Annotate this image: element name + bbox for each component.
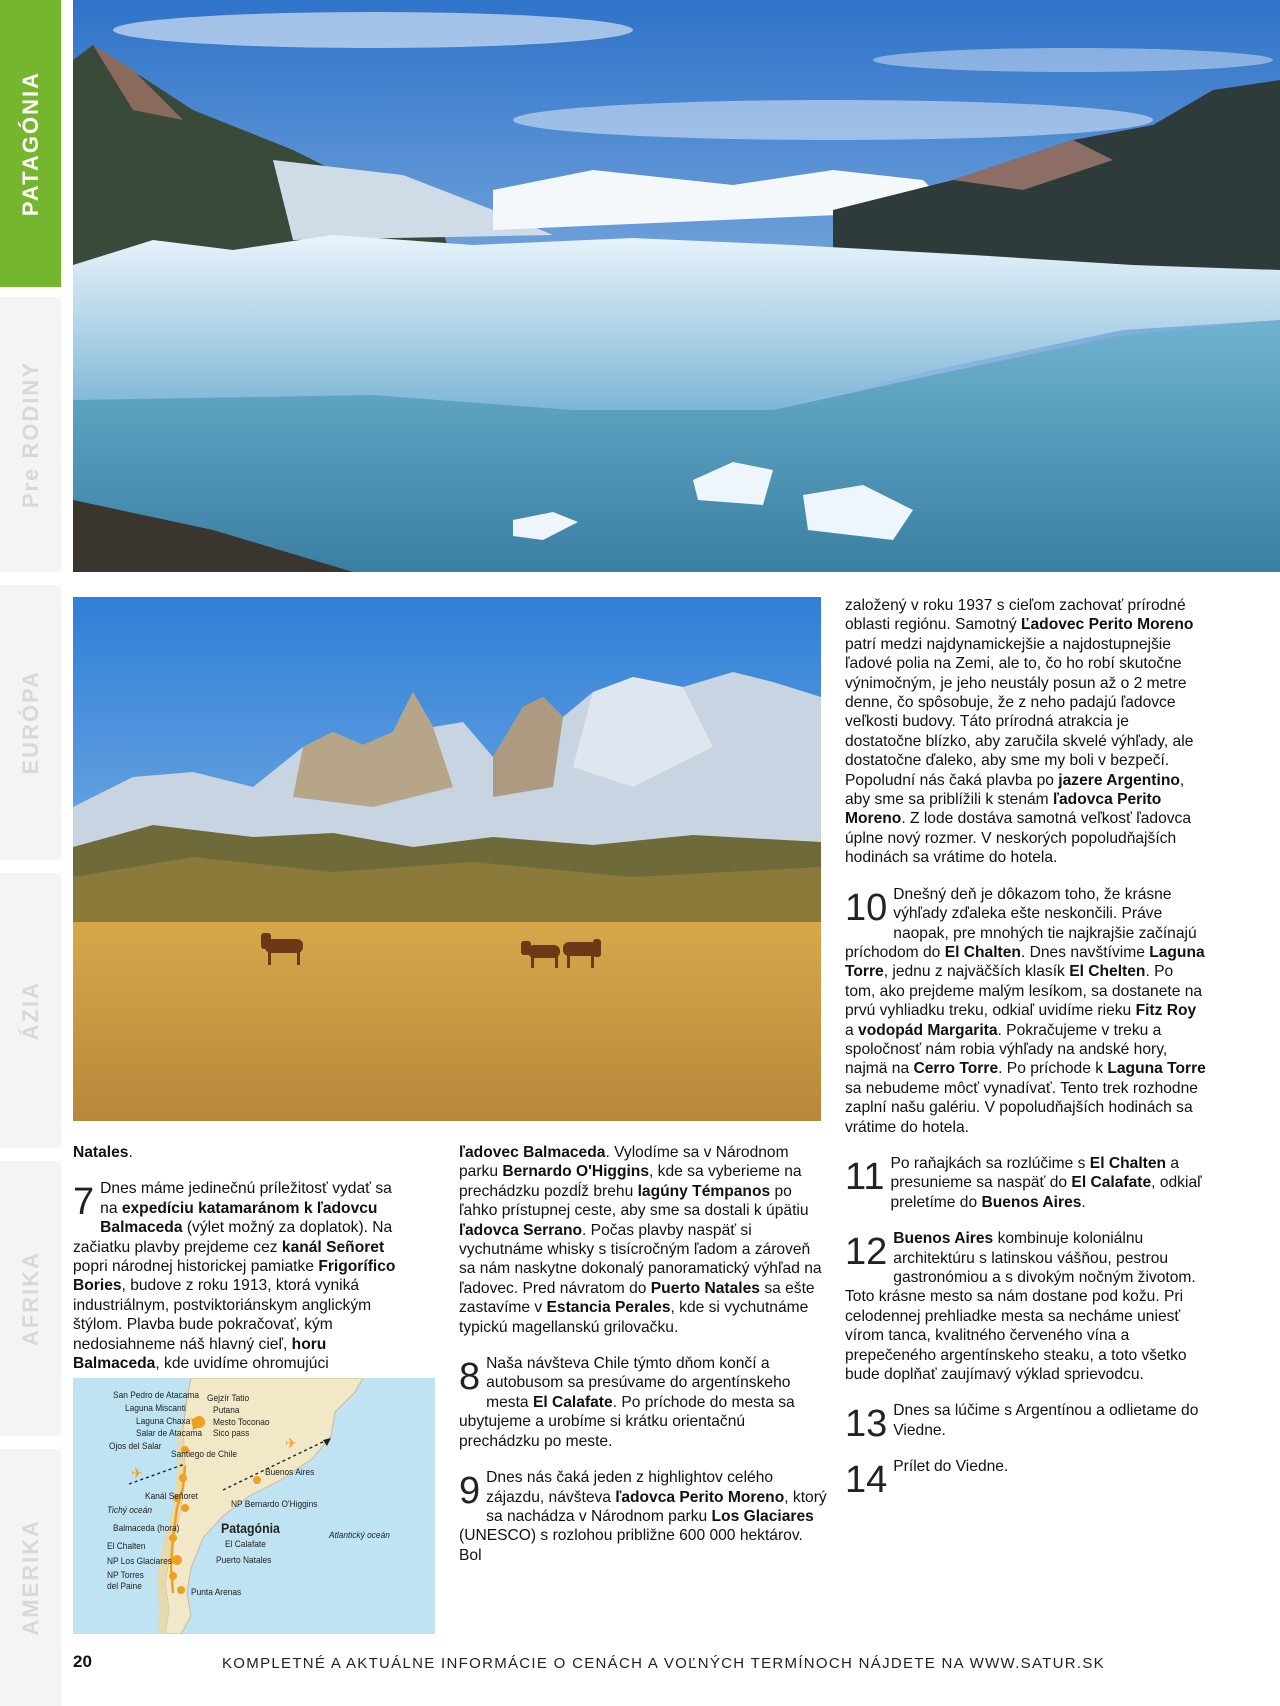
tab-label: Pre RODINY xyxy=(17,360,43,509)
tab-afrika[interactable] xyxy=(0,1161,61,1436)
intro-paragraph xyxy=(73,1143,403,1162)
day-7-paragraph: 7 Dnes máme jedinečnú príležitosť vydať sa na expedíciu katamaránom k ľadovcu Balmaceda (výlet možný za doplatok). Na začiatku plavby prejdeme cez kanál Señoret popri národnej historickej pamiatke Frigorífico Bories, budove z roku 1913, ktorá vyniká industriálnym, postviktoriánskym anglickým štýlom. Plavba bude pokračovať, kým nedosiahneme náš hlavný cieľ, horu Balmaceda, kde uvidíme ohromujúci xyxy=(73,1180,396,1373)
tab-label: ÁZIA xyxy=(17,980,43,1041)
tab-label: EURÓPA xyxy=(17,670,43,775)
map-label: Mesto Toconao xyxy=(213,1417,270,1428)
map-label: Sico pass xyxy=(213,1428,250,1439)
map-label: Laguna Miscanti xyxy=(125,1403,186,1414)
day-12-paragraph: 12 Buenos Aires kombinuje koloniálnu architektúru s latinskou vášňou, pestrou gastronómiou a s divokým nočným životom. Toto krásne mesto sa nám dostane pod kožu. Pri celodennej prehliadke mesta sa necháme uniesť vírom tanca, kvalitného červeného vína a prepečeného argentínskeho steaku, a toto všetko bude doplňať zaujímavý výklad sprievodcu. xyxy=(845,1230,1196,1384)
day-number: 14 xyxy=(845,1459,888,1502)
day-11-paragraph: 11 Po raňajkách sa rozlúčime s El Chalten a presunieme sa naspäť do El Calafate, odkiaľ preletíme do Buenos Aires. xyxy=(845,1154,1202,1211)
day-number: 9 xyxy=(459,1470,481,1513)
map-label: Laguna Chaxa xyxy=(136,1416,191,1427)
tab-azia[interactable] xyxy=(0,873,61,1148)
day-number: 11 xyxy=(845,1155,885,1198)
text-column-middle xyxy=(459,1143,827,1582)
tab-europa[interactable] xyxy=(0,585,61,860)
text-column-right xyxy=(845,596,1207,1502)
section-tabs xyxy=(0,0,61,1706)
map-label: Putana xyxy=(213,1405,240,1416)
map-label: NP Torres del Paine xyxy=(107,1570,144,1592)
map-label: San Pedro de Atacama xyxy=(113,1390,199,1401)
map-label: El Chalten xyxy=(107,1541,146,1552)
map-label: Balmaceda (hora) xyxy=(113,1523,180,1534)
map-label: Puerto Natales xyxy=(216,1555,272,1566)
day-number: 8 xyxy=(459,1356,481,1399)
day-14-text: Prílet do Viedne. xyxy=(893,1458,1009,1476)
map-label: Ojos del Salar xyxy=(109,1441,162,1452)
tab-label: AFRIKA xyxy=(17,1250,43,1347)
map-label: El Calafate xyxy=(225,1539,266,1550)
page-number: 20 xyxy=(73,1652,92,1671)
glacier-photo xyxy=(73,0,1280,572)
torres-del-paine-photo xyxy=(73,597,821,1121)
day-7-continued: ľadovec Balmaceda. Vylodíme sa v Národnom parku Bernardo O'Higgins, kde sa vyberieme na prechádzku pozdĺž brehu lagúny Témpanos po ľahko prístupnej ceste, aby sme sa dostali k úpätiu ľadovca Serrano. Počas plavby naspäť si vychutnáme whisky s tisícročným ľadom a zároveň sa nám naskytne dokonalý panoramatický výhľad na ľadovec. Pred návratom do Puerto Natales sa ešte zastavíme v Estancia Perales, kde si vychutnáme typickú magellanskú grilovačku. xyxy=(459,1144,822,1336)
tab-label: AMERIKA xyxy=(17,1519,43,1636)
map-label: Kanál Señoret xyxy=(145,1491,198,1502)
tab-pre-rodiny[interactable] xyxy=(0,297,61,572)
map-label: NP Bernardo O'Higgins xyxy=(231,1499,318,1510)
day-8-paragraph: 8 Naša návšteva Chile týmto dňom končí a autobusom sa presúvame do argentínskeho mesta El Calafate. Po príchode do mesta sa ubytujeme a urobíme si krátku orientačnú prechádzku po meste. xyxy=(459,1355,795,1450)
tab-patagonia[interactable] xyxy=(0,0,61,287)
map-label: NP Los Glaciares xyxy=(107,1556,172,1567)
map-label: Gejzír Tatio xyxy=(207,1393,250,1404)
map-label: Punta Arenas xyxy=(191,1587,242,1598)
day-number: 12 xyxy=(845,1231,888,1274)
day-10-paragraph: 10 Dnešný deň je dôkazom toho, že krásne výhľady zďaleka ešte neskončili. Práve naopak, pre mnohých tie najkrajšie začínajú príchodom do El Chalten. Dnes navštívime Laguna Torre, jednu z najväčších klasík El Chelten. Po tom, ako prejdeme malým lesíkom, sa dostanete na prvú vyhliadku treku, odkiaľ uvidíme rieku Fitz Roy a vodopád Margarita. Pokračujeme v treku a spoločnosť nám robia výhľady na andské hory, najmä na Cerro Torre. Po príchode k Laguna Torre sa nebudeme môcť vynadívať. Tento trek rozhodne zaplní našu galériu. V popoludňajších hodinách sa vrátime do hotela. xyxy=(845,885,1206,1136)
day-number: 10 xyxy=(845,886,888,929)
day-number: 13 xyxy=(845,1403,888,1446)
svg-text:✈: ✈ xyxy=(285,1436,297,1452)
map-label: Tichý oceán xyxy=(107,1505,153,1516)
day-number: 7 xyxy=(73,1181,95,1224)
day-13-text: Dnes sa lúčime s Argentínou a odlietame do Viedne. xyxy=(893,1402,1199,1439)
day-9-paragraph: 9 Dnes nás čaká jeden z highlightov celého zájazdu, návšteva ľadovca Perito Moreno, ktorý sa nachádza v Národnom parku Los Glaciares (UNESCO) s rozlohou približne 600 000 hektárov. Bol xyxy=(459,1469,827,1564)
route-map xyxy=(73,1378,435,1634)
map-label: Atlantický oceán xyxy=(329,1530,390,1541)
day-13-paragraph xyxy=(845,1401,1207,1446)
intro-bold: Natales xyxy=(73,1144,129,1161)
text-column-left xyxy=(73,1143,403,1390)
footer-info: KOMPLETNÉ A AKTUÁLNE INFORMÁCIE O CENÁCH A VOĽNÝCH TERMÍNOCH NÁJDETE NA WWW.SATUR.SK xyxy=(222,1655,1105,1672)
tab-amerika[interactable] xyxy=(0,1449,61,1706)
map-label: Santiego de Chile xyxy=(171,1449,237,1460)
map-label: Salar de Atacama xyxy=(136,1428,202,1439)
intro-rest: . xyxy=(128,1144,133,1161)
svg-text:✈: ✈ xyxy=(131,1466,143,1482)
day-9-continued: založený v roku 1937 s cieľom zachovať prírodné oblasti regiónu. Samotný Ľadovec Perito Moreno patrí medzi najdynamickejšie a najdostupnejšie ľadové polia na Zemi, ale to, čo ho robí skutočne výnimočným, je jeho neustály posun až o 2 metre denne, čo spôsobuje, že z neho padajú ľadovce veľkosti budovy. Táto prírodná atrakcia je dostatočne blízko, aby zaručila skvelé výhľady, ale dostatočne ďaleko, aby sme my boli v bezpečí. Popoludní nás čaká plavba po jazere Argentino, aby sme sa priblížili k stenám ľadovca Perito Moreno. Z lode dostáva samotná veľkosť ľadovca úplne nový rozmer. V neskorých popoludňajších hodinách sa vrátime do hotela. xyxy=(845,597,1194,867)
tab-label: PATAGÓNIA xyxy=(17,70,43,217)
map-label: Buenos Aires xyxy=(265,1467,315,1478)
map-label: Patagónia xyxy=(221,1520,280,1536)
day-14-paragraph xyxy=(845,1457,1207,1502)
